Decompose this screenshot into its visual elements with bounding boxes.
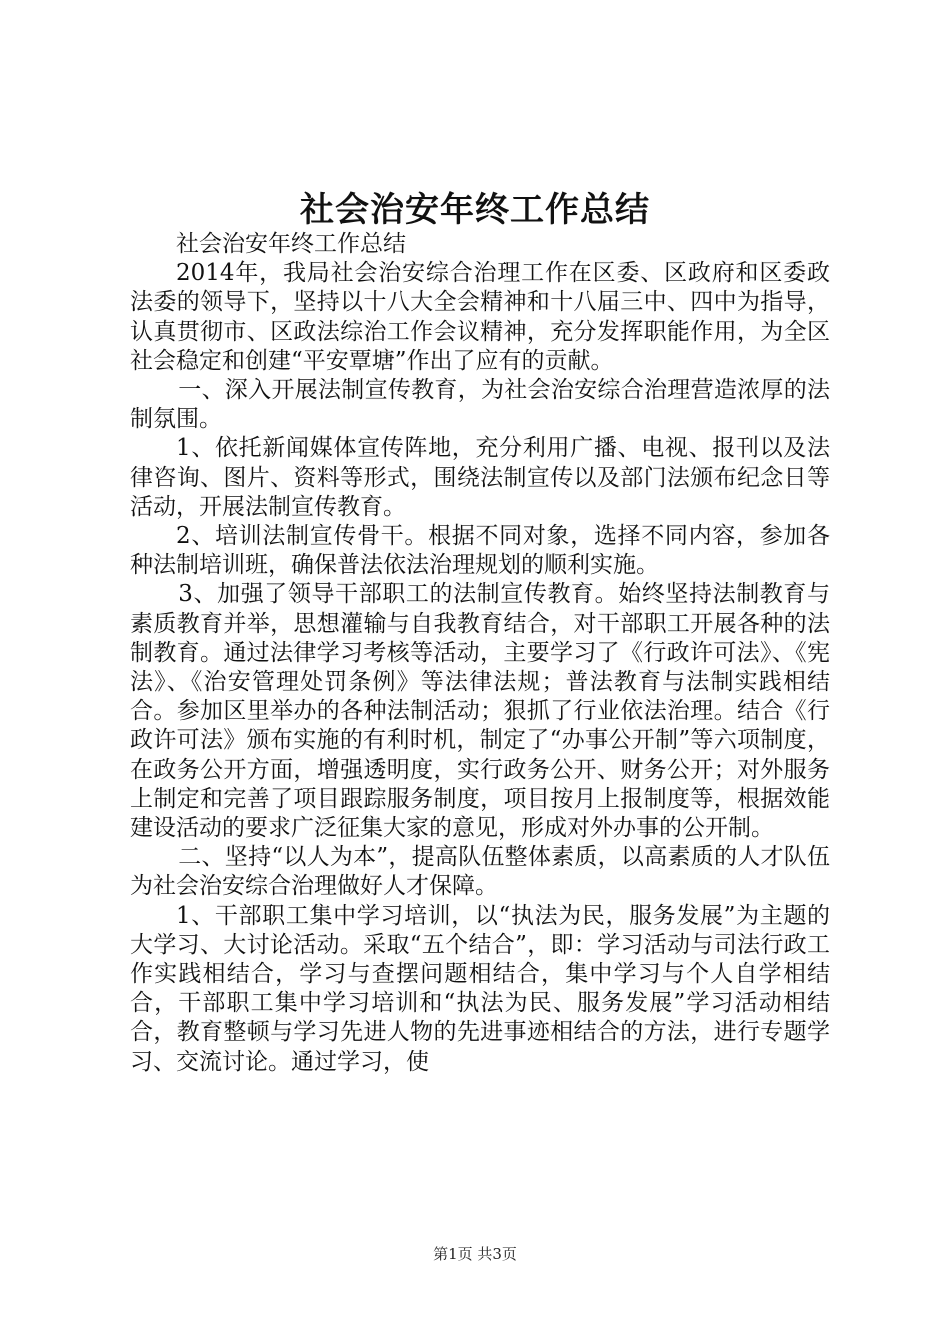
paragraph-item-1-1: 1、依托新闻媒体宣传阵地，充分利用广播、电视、报刊以及法律咨询、图片、资料等形式，围绕法制宣传以及部门法颁布纪念日等活动，开展法制宣传教育。 [130,435,830,520]
paragraph-item-1-2: 2、培训法制宣传骨干。根据不同对象，选择不同内容，参加各种法制培训班，确保普法依法治理规划的顺利实施。 [130,523,830,579]
paragraph-intro: 2014年，我局社会治安综合治理工作在区委、区政府和区委政法委的领导下，坚持以十八大全会精神和十八届三中、四中为指导，认真贯彻市、区政法综治工作会议精神，充分发挥职能作用，为全区社会稳定和创建“平安覃塘”作出了应有的贡献。 [130,260,830,374]
paragraph-item-1-3: 3、加强了领导干部职工的法制宣传教育。始终坚持法制教育与素质教育并举，思想灌输与自我教育结合，对干部职工开展各种的法制教育。通过法律学习考核等活动，主要学习了《行政许可法》、《宪法》、《治安管理处罚条例》等法律法规；普法教育与法制实践相结合。参加区里举办的各种法制活动；狠抓了行业依法治理。结合《行政许可法》颁布实施的有利时机，制定了“办事公开制”等六项制度，在政务公开方面，增强透明度，实行政务公开、财务公开；对外服务上制定和完善了项目跟踪服务制度，项目按月上报制度等，根据效能建设活动的要求广泛征集大家的意见，形成对外办事的公开制。 [130,581,830,842]
paragraph-section-2-heading: 二、坚持“以人为本”，提高队伍整体素质，以高素质的人才队伍为社会治安综合治理做好人才保障。 [130,844,830,900]
paragraph-subtitle: 社会治安年终工作总结 [176,231,406,257]
paragraph-section-1-heading: 一、深入开展法制宣传教育，为社会治安综合治理营造浓厚的法制氛围。 [130,377,830,433]
document-body [130,230,830,1077]
paragraph-item-2-1: 1、干部职工集中学习培训，以“执法为民，服务发展”为主题的大学习、大讨论活动。采取“五个结合”，即：学习活动与司法行政工作实践相结合，学习与查摆问题相结合，集中学习与个人自学相结合，干部职工集中学习培训和“执法为民、服务发展”学习活动相结合，教育整顿与学习先进人物的先进事迹相结合的方法，进行专题学习、交流讨论。通过学习，使 [130,902,830,1075]
page-number-footer: 第1页 共3页 [433,1245,517,1263]
document-title: 社会治安年终工作总结 [300,190,650,230]
